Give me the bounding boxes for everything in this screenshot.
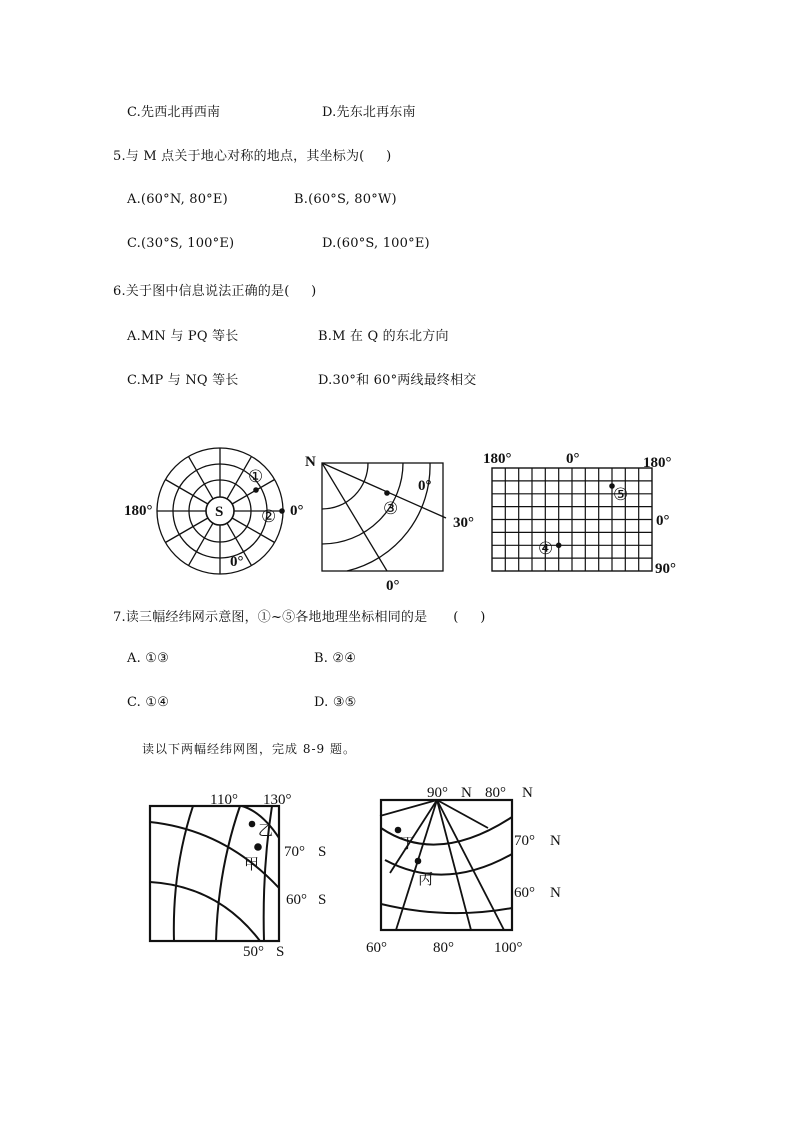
point-yi-dot	[249, 821, 256, 828]
label-80-bottom: 80°	[433, 940, 454, 956]
label-180-left: 180°	[124, 503, 153, 519]
point-2-label: ②	[261, 507, 277, 527]
label-yi: 乙	[258, 821, 274, 839]
label-80-top: 80°	[485, 785, 506, 801]
q4-option-d: D.先东北再东南	[322, 105, 416, 120]
q6-stem: 6.关于图中信息说法正确的是( )	[113, 284, 317, 299]
label-130: 130°	[263, 792, 292, 808]
point-3-label: ③	[383, 499, 399, 519]
intro-8-9: 读以下两幅经纬网图，完成 8-9 题。	[142, 742, 356, 756]
graticule-map-north	[380, 800, 512, 930]
label-60-s: S	[318, 892, 327, 908]
q6-option-d: D.30°和 60°两线最终相交	[318, 373, 477, 388]
label-30: 30°	[453, 515, 474, 531]
q7-option-b: B. ②④	[314, 651, 357, 666]
label-180-top-left: 180°	[483, 451, 512, 467]
label-180-top-right: 180°	[643, 455, 672, 471]
point-1-dot	[253, 487, 259, 493]
label-0-bottom: 0°	[230, 554, 244, 570]
label-bing: 丙	[418, 870, 434, 888]
label-70-n: N	[550, 833, 561, 849]
label-70-s: S	[318, 844, 327, 860]
label-lat-0: 0°	[656, 513, 670, 529]
label-0-top: 0°	[566, 451, 580, 467]
label-70-right: 70°	[514, 833, 535, 849]
point-2-dot	[279, 508, 285, 514]
q6-option-b: B.M 在 Q 的东北方向	[318, 329, 449, 344]
q5-option-b: B.(60°S, 80°W)	[294, 192, 397, 207]
point-4-dot	[556, 543, 562, 549]
label-lat-90: 90°	[655, 561, 676, 577]
point-jia-dot	[254, 843, 262, 851]
q5-option-d: D.(60°S, 100°E)	[322, 236, 430, 251]
label-60: 60°	[286, 892, 307, 908]
label-0-right: 0°	[290, 503, 304, 519]
q7-option-d: D. ③⑤	[314, 695, 357, 710]
q6-option-c: C.MP 与 NQ 等长	[127, 373, 239, 388]
label-90: 90°	[427, 785, 448, 801]
q7-option-c: C. ①④	[127, 695, 170, 710]
graticule-figures-q7	[110, 440, 700, 595]
point-5-label: ⑤	[613, 485, 629, 505]
point-bing-dot	[415, 858, 422, 865]
label-0-bottom-mid: 0°	[386, 578, 400, 594]
point-1-label: ①	[248, 467, 264, 487]
q7-option-a: A. ①③	[127, 651, 169, 666]
label-jia: 甲	[244, 855, 260, 873]
label-ding: 丁	[400, 834, 416, 852]
label-60-bottom: 60°	[366, 940, 387, 956]
label-110: 110°	[210, 792, 238, 808]
label-70: 70°	[284, 844, 305, 860]
label-60-right: 60°	[514, 885, 535, 901]
point-3-dot	[384, 490, 390, 496]
label-80-n: N	[522, 785, 533, 801]
q5-stem: 5.与 M 点关于地心对称的地点，其坐标为( )	[113, 149, 392, 164]
label-90-n: N	[461, 785, 472, 801]
q6-option-a: A.MN 与 PQ 等长	[127, 329, 239, 344]
graticule-figures-q8-9	[140, 775, 580, 965]
q7-stem: 7.读三幅经纬网示意图，①~⑤各地地理坐标相同的是 ( )	[113, 610, 486, 625]
label-n-pole: N	[305, 454, 316, 470]
q5-option-c: C.(30°S, 100°E)	[127, 236, 235, 251]
rectangular-graticule	[492, 468, 652, 571]
label-50-s: S	[276, 944, 285, 960]
point-ding-dot	[395, 827, 402, 834]
label-pole-s: S	[215, 504, 224, 520]
q4-option-c: C.先西北再西南	[127, 105, 221, 120]
label-0-inner: 0°	[418, 478, 432, 494]
q5-option-a: A.(60°N, 80°E)	[127, 192, 228, 207]
label-60-n: N	[550, 885, 561, 901]
label-100-bottom: 100°	[494, 940, 523, 956]
label-50: 50°	[243, 944, 264, 960]
point-4-label: ④	[538, 539, 554, 559]
